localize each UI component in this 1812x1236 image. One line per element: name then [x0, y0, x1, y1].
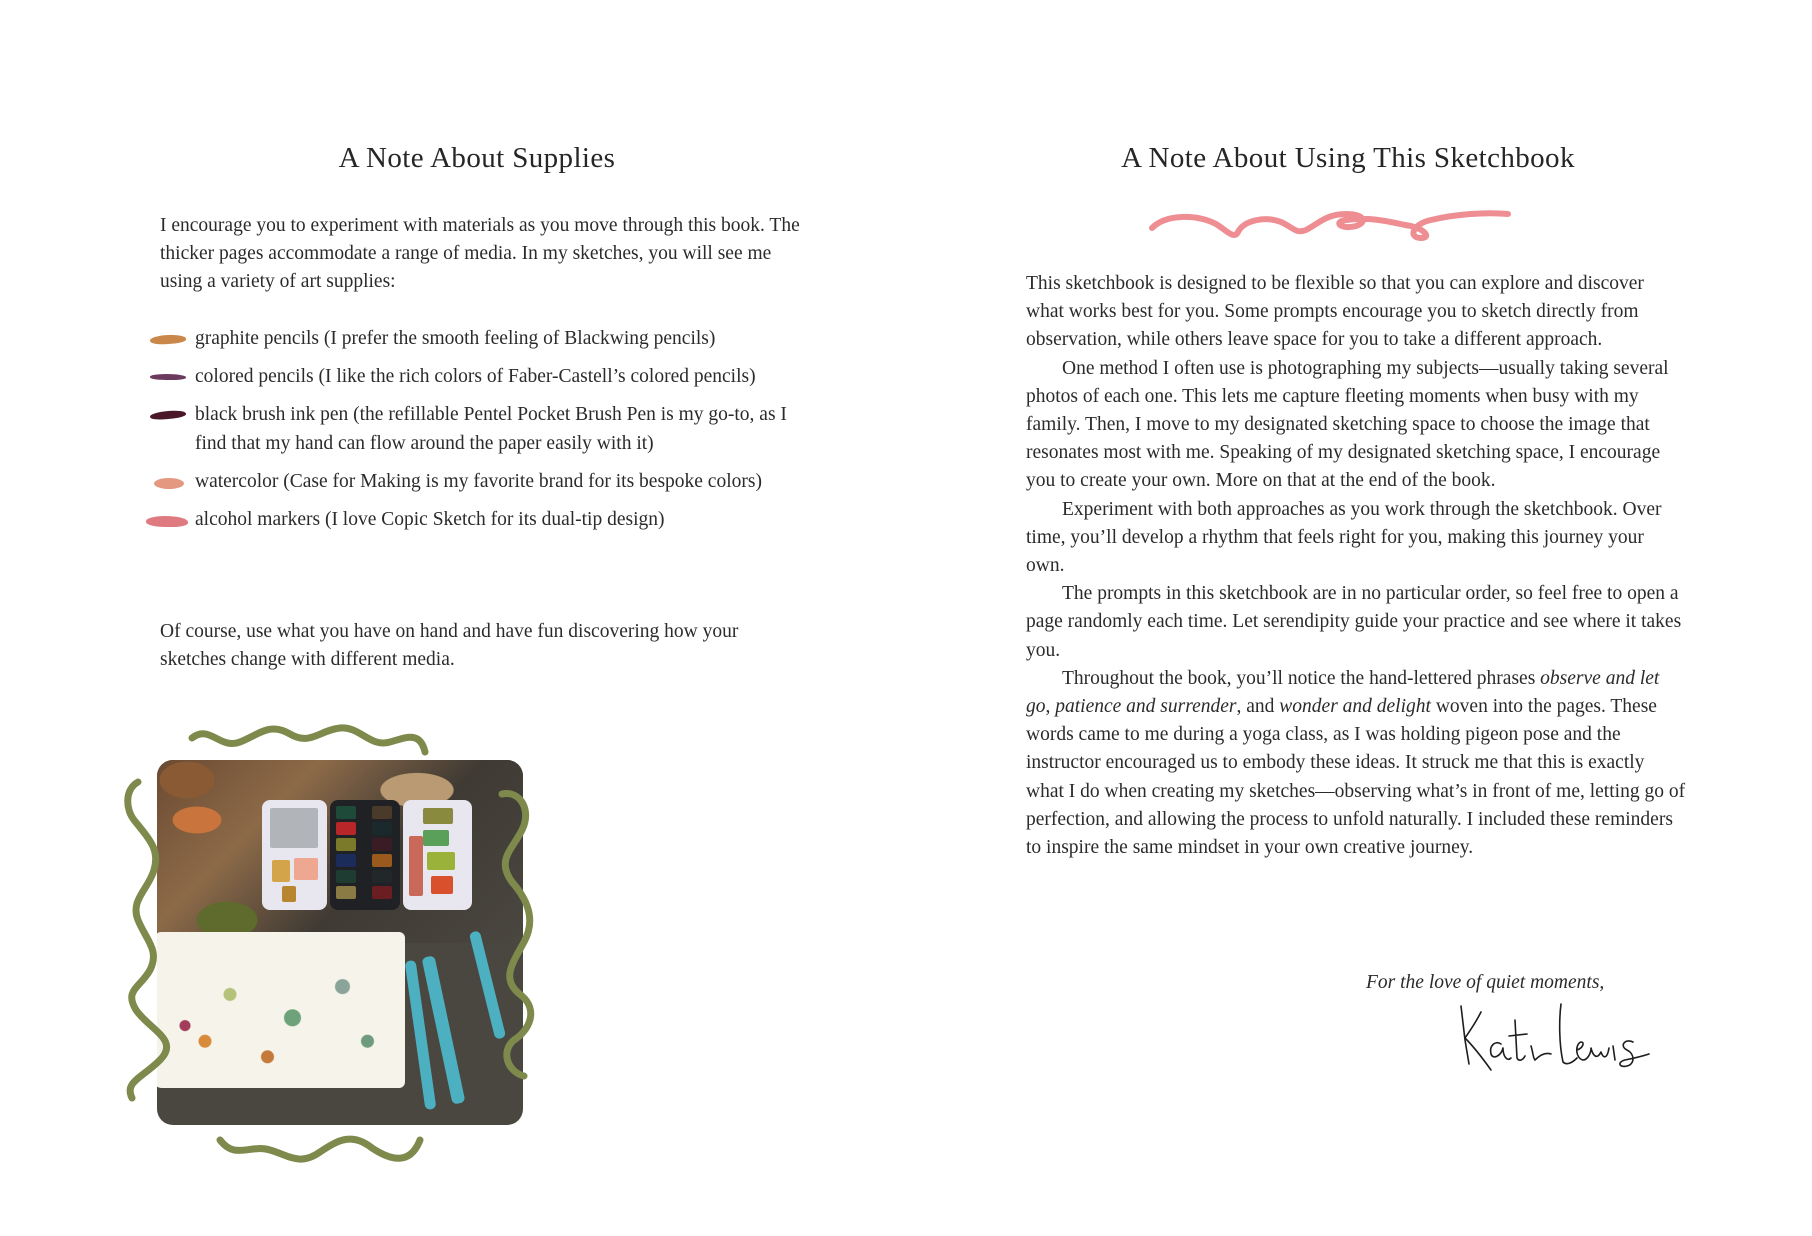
left-page-title: A Note About Supplies	[338, 142, 616, 174]
supply-item-graphite	[150, 325, 810, 353]
paragraph: The prompts in this sketchbook are in no particular order, so feel free to open a page randomly each time. Let serendipity guide your practice and see where it takes you.	[1026, 583, 1682, 661]
author-signature	[1451, 1000, 1651, 1080]
right-page-title: A Note About Using This Sketchbook	[1121, 142, 1575, 174]
brush-stroke-icon	[150, 374, 186, 380]
brush-stroke-icon	[154, 478, 184, 489]
green-squiggle-frame	[120, 720, 600, 1170]
phrase-observe: observe and let go	[1026, 667, 1660, 718]
supply-label: alcohol markers (I love Copic Sketch for its dual-tip design)	[195, 509, 665, 531]
phrase-wonder: wonder and delight	[1279, 696, 1431, 718]
supplies-closing: Of course, use what you have on hand and have fun discovering how your sketches change with different media.	[160, 621, 739, 671]
supply-label: colored pencils (I like the rich colors of Faber-Castell’s colored pencils)	[195, 366, 756, 388]
brush-stroke-icon	[146, 516, 188, 527]
supplies-list	[150, 325, 810, 544]
supply-item-alcohol-markers	[150, 506, 810, 534]
paragraph: This sketchbook is designed to be flexible so that you can explore and discover what works best for you. Some prompts encourage you to sketch directly from observation, while others leave space for you to take a different approach.	[1026, 273, 1644, 351]
paragraph: Experiment with both approaches as you work through the sketchbook. Over time, you’ll develop a rhythm that feels right for you, making this journey your own.	[1026, 498, 1662, 577]
brush-stroke-icon	[150, 334, 187, 345]
sign-off: For the love of quiet moments,	[1366, 972, 1605, 993]
brush-stroke-icon	[150, 410, 187, 422]
phrase-patience: patience and surrender	[1055, 696, 1237, 718]
right-page	[906, 0, 1812, 1236]
paragraph: One method I often use is photographing my subjects—usually taking several photos of each one. This lets me capture fleeting moments when busy with my family. Then, I move to my designated sketching space to choose the image that resonates most with me. Speaking of my designated sketching space, I encourage you to create your own. More on that at the end of the book.	[1026, 357, 1669, 492]
supplies-photo-figure	[120, 720, 600, 1170]
supply-item-watercolor	[150, 468, 810, 496]
supply-label: graphite pencils (I prefer the smooth feeling of Blackwing pencils)	[195, 328, 716, 349]
supply-label: watercolor (Case for Making is my favorite brand for its bespoke colors)	[195, 470, 762, 492]
supply-item-colored-pencils	[150, 363, 810, 391]
pink-squiggle-divider-icon	[1146, 200, 1516, 250]
paragraph-hand-lettered-phrases: Throughout the book, you’ll notice the hand-lettered phrases observe and let go, patience and surrender, and wonder and delight woven into the pages. These words came to me during a yoga class, as I was holding pigeon pose and the instructor encouraged us to embody these ideas. It struck me that this is exactly what I do when creating my sketches—observing what’s in front of me, letting go of perfection, and allowing the process to unfold naturally. I included these reminders to inspire the same mindset in your own creative journey.	[1026, 667, 1686, 859]
supplies-intro: I encourage you to experiment with materials as you move through this book. The thicker pages accommodate a range of media. In my sketches, you will see me using a variety of art supplies:	[160, 215, 800, 293]
sketchbook-note-body	[1026, 270, 1686, 862]
supply-item-brush-pen	[150, 401, 810, 457]
supply-label: black brush ink pen (the refillable Pentel Pocket Brush Pen is my go-to, as I find that my hand can flow around the paper easily with it)	[195, 404, 787, 454]
